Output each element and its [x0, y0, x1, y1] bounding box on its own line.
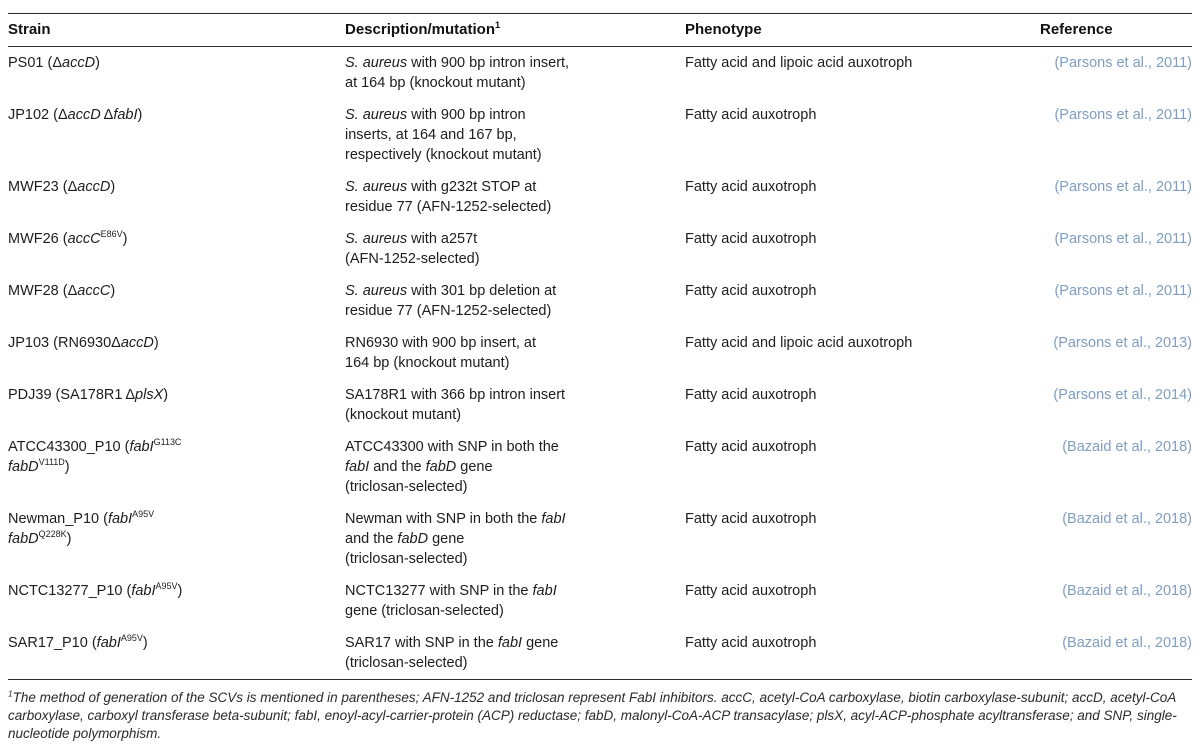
- reference-link[interactable]: (Parsons et al., 2011): [1054, 283, 1192, 299]
- reference-cell: [1040, 171, 1192, 223]
- table-row: [8, 431, 1192, 503]
- description-cell: NCTC13277 with SNP in the fabI gene (triclosan-selected): [345, 583, 557, 619]
- col-header-reference: Reference: [1040, 14, 1192, 47]
- phenotype-cell: Fatty acid auxotroph: [685, 439, 817, 455]
- phenotype-cell: Fatty acid auxotroph: [685, 635, 817, 651]
- reference-cell: [1040, 99, 1192, 171]
- strain-cell: JP103 (RN6930ΔaccD): [8, 335, 159, 351]
- description-cell: Newman with SNP in both the fabI and the fabD gene (triclosan-selected): [345, 511, 566, 567]
- strain-cell: JP102 (ΔaccD ΔfabI): [8, 107, 143, 123]
- description-cell: S. aureus with 900 bp intron insert, at 164 bp (knockout mutant): [345, 55, 570, 91]
- strain-cell: MWF23 (ΔaccD): [8, 179, 116, 195]
- phenotype-cell: Fatty acid auxotroph: [685, 179, 817, 195]
- strain-cell: ATCC43300_P10 (fabI$^{G113C}$ fabD$^{V111D}$): [8, 437, 182, 475]
- table-row: [8, 99, 1192, 171]
- table-row: [8, 275, 1192, 327]
- reference-link[interactable]: (Bazaid et al., 2018): [1062, 511, 1192, 527]
- table-row: [8, 223, 1192, 275]
- phenotype-cell: Fatty acid auxotroph: [685, 107, 817, 123]
- strains-table: [8, 13, 1192, 680]
- description-cell: S. aureus with g232t STOP at residue 77 (AFN-1252-selected): [345, 179, 552, 215]
- table-row: [8, 327, 1192, 379]
- reference-link[interactable]: (Parsons et al., 2011): [1054, 107, 1192, 123]
- strain-cell: NCTC13277_P10 (fabI$^{A95V}$): [8, 581, 183, 599]
- description-cell: RN6930 with 900 bp insert, at 164 bp (knockout mutant): [345, 335, 537, 371]
- reference-link[interactable]: (Parsons et al., 2014): [1053, 387, 1192, 403]
- strain-cell: SAR17_P10 (fabI$^{A95V}$): [8, 633, 148, 651]
- reference-cell: [1040, 503, 1192, 575]
- reference-cell: [1040, 575, 1192, 627]
- reference-cell: [1040, 431, 1192, 503]
- reference-link[interactable]: (Bazaid et al., 2018): [1062, 635, 1192, 651]
- table-row: [8, 575, 1192, 627]
- table-body: [8, 47, 1192, 680]
- description-cell: S. aureus with a257t (AFN-1252-selected): [345, 231, 480, 267]
- phenotype-cell: Fatty acid and lipoic acid auxotroph: [685, 55, 913, 71]
- phenotype-cell: Fatty acid auxotroph: [685, 583, 817, 599]
- strain-cell: MWF28 (ΔaccC): [8, 283, 116, 299]
- description-cell: S. aureus with 301 bp deletion at residue 77 (AFN-1252-selected): [345, 283, 557, 319]
- col-header-description: Description/mutation$^1$: [345, 14, 685, 47]
- header-row: [8, 14, 1192, 47]
- table-row: [8, 171, 1192, 223]
- reference-link[interactable]: (Bazaid et al., 2018): [1062, 439, 1192, 455]
- description-cell: SAR17 with SNP in the fabI gene (triclosan-selected): [345, 635, 559, 671]
- phenotype-cell: Fatty acid auxotroph: [685, 511, 817, 527]
- reference-cell: [1040, 47, 1192, 100]
- table-footnote: $^1$The method of generation of the SCVs is mentioned in parentheses; AFN-1252 and triclosan represent FabI inhibitors. accC, acetyl-CoA carboxylase, biotin carboxylase-subunit; accD, acetyl-CoA carboxylase, carboxyl transferase beta-subunit; fabI, enoyl-acyl-carrier-protein (ACP) reductase; fabD, malonyl-CoA-ACP transacylase; plsX, acyl-ACP-phosphate acyltransferase; and SNP, single-nucleotide polymorphism.: [8, 688, 1177, 741]
- phenotype-cell: Fatty acid auxotroph: [685, 283, 817, 299]
- description-cell: ATCC43300 with SNP in both the fabI and the fabD gene (triclosan-selected): [345, 439, 559, 495]
- strain-cell: PDJ39 (SA178R1 ΔplsX): [8, 387, 169, 403]
- strain-cell: MWF26 (accC$^{E86V}$): [8, 229, 128, 247]
- table-row: [8, 379, 1192, 431]
- table-row: [8, 503, 1192, 575]
- table-row: [8, 627, 1192, 680]
- reference-cell: [1040, 627, 1192, 680]
- reference-cell: [1040, 379, 1192, 431]
- reference-link[interactable]: (Bazaid et al., 2018): [1062, 583, 1192, 599]
- reference-link[interactable]: (Parsons et al., 2011): [1054, 55, 1192, 71]
- description-cell: SA178R1 with 366 bp intron insert (knockout mutant): [345, 387, 566, 423]
- strain-cell: PS01 (ΔaccD): [8, 55, 100, 71]
- col-header-strain: Strain: [8, 14, 345, 47]
- strain-cell: Newman_P10 (fabI$^{A95V}$ fabD$^{Q228K}$): [8, 509, 155, 547]
- description-cell: S. aureus with 900 bp intron inserts, at 164 and 167 bp, respectively (knockout mutant): [345, 107, 542, 163]
- table-row: [8, 47, 1192, 100]
- phenotype-cell: Fatty acid and lipoic acid auxotroph: [685, 335, 913, 351]
- reference-cell: [1040, 327, 1192, 379]
- phenotype-cell: Fatty acid auxotroph: [685, 387, 817, 403]
- reference-link[interactable]: (Parsons et al., 2013): [1053, 335, 1192, 351]
- reference-link[interactable]: (Parsons et al., 2011): [1054, 231, 1192, 247]
- phenotype-cell: Fatty acid auxotroph: [685, 231, 817, 247]
- reference-cell: [1040, 275, 1192, 327]
- reference-cell: [1040, 223, 1192, 275]
- reference-link[interactable]: (Parsons et al., 2011): [1054, 179, 1192, 195]
- col-header-phenotype: Phenotype: [685, 14, 1040, 47]
